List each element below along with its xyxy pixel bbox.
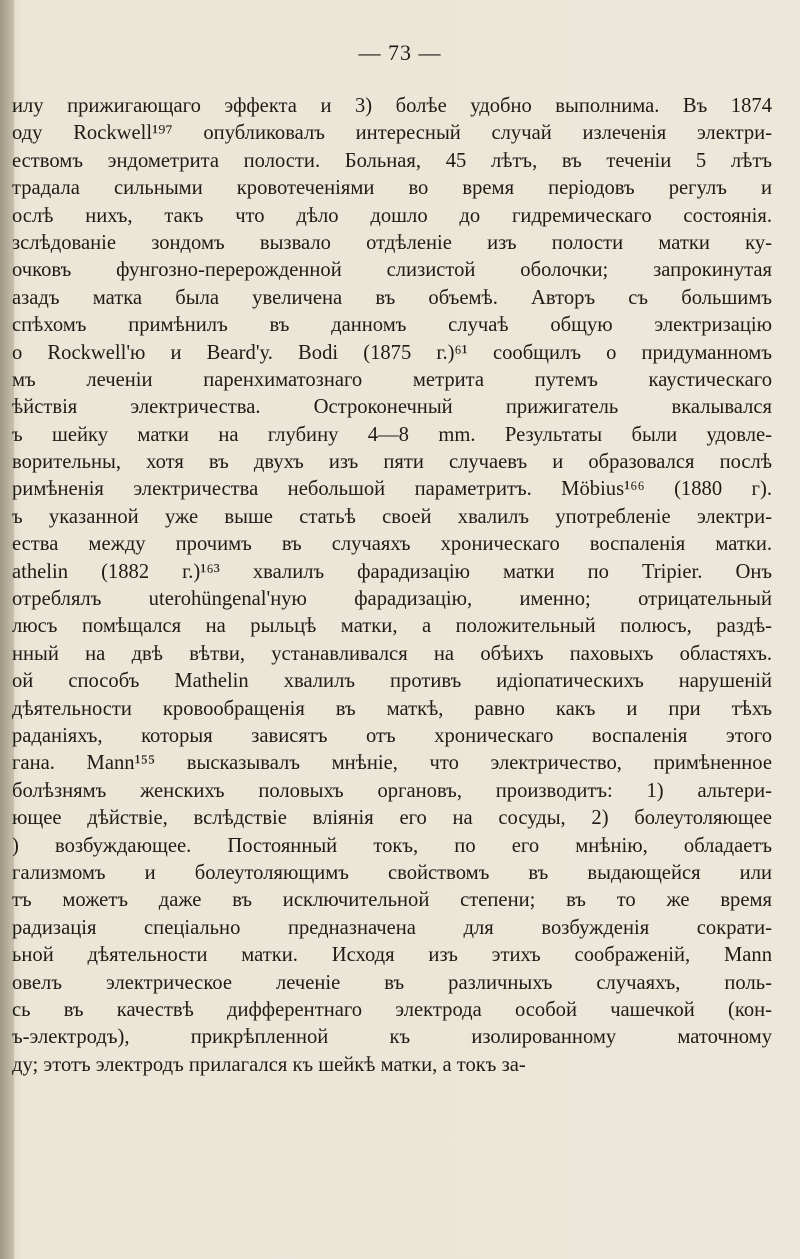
text-line: оду Rockwell¹⁹⁷ опубликовалъ интересный случай излеченія электри- [12,122,772,145]
text-line: ьной дѣятельности матки. Исходя изъ этихъ соображеній, Mann [12,944,772,967]
text-line: ъ указанной уже выше статьѣ своей хвалилъ употребленіе электри- [12,505,772,528]
text-line: ющее дѣйствіе, вслѣдствіе вліянія его на сосуды, 2) болеутоляющее [12,807,772,830]
text-line: раданіяхъ, которыя зависятъ отъ хроническаго воспаленія этого [12,724,772,747]
text-line: азадъ матка была увеличена въ объемѣ. Авторъ съ большимъ [12,286,772,309]
text-line: ду; этотъ электродъ прилагался къ шейкѣ матки, а токъ за- [12,1053,526,1076]
text-line: спѣхомъ примѣнилъ въ данномъ случаѣ общую электризацію [12,314,772,337]
text-line: ъ-электродъ), прикрѣпленной къ изолированному маточному [12,1026,772,1049]
text-line: athelin (1882 г.)¹⁶³ хвалилъ фарадизацію матки по Tripier. Онъ [12,560,772,583]
text-line: болѣзнямъ женскихъ половыхъ органовъ, производитъ: 1) альтери- [12,779,772,802]
text-line: зслѣдованіе зондомъ вызвало отдѣленіе изъ полости матки ку- [12,231,772,254]
text-line: римѣненія электричества небольшой параметритъ. Möbius¹⁶⁶ (1880 г). [12,478,772,501]
text-line: нный на двѣ вѣтви, устанавливался на обѣихъ паховыхъ областяхъ. [12,642,772,665]
text-line: ) возбуждающее. Постоянный токъ, по его мнѣнію, обладаетъ [12,834,772,857]
text-line: мъ леченіи паренхиматознаго метрита путемъ каустическаго [12,368,772,391]
text-line: ой способъ Mathelin хвалилъ противъ идіопатическихъ нарушеній [12,670,772,693]
text-line: ествомъ эндометрита полости. Больная, 45 лѣтъ, въ теченіи 5 лѣтъ [12,149,772,172]
text-line: ъ шейку матки на глубину 4—8 mm. Результаты были удовле- [12,423,772,446]
text-line: ѣйствія электричества. Остроконечный прижигатель вкалывался [12,396,772,419]
text-line: сь въ качествѣ дифферентнаго электрода особой чашечкой (кон- [12,998,772,1021]
text-line: очковъ фунгозно-перерожденной слизистой оболочки; запрокинутая [12,259,772,282]
page-number-header: — 73 — [358,40,442,65]
text-line: ворительны, хотя въ двухъ изъ пяти случаевъ и образовался послѣ [12,451,772,474]
body-text [12,93,772,1079]
text-line: гана. Mann¹⁵⁵ высказывалъ мнѣніе, что электричество, примѣненное [12,752,772,775]
text-line: отреблялъ uterohüngenal'ную фарадизацію, именно; отрицательный [12,588,772,611]
text-line: ества между прочимъ въ случаяхъ хроническаго воспаленія матки. [12,533,772,556]
text-line: люсъ помѣщался на рыльцѣ матки, а положительный полюсъ, раздѣ- [12,615,772,638]
text-line: овелъ электрическое леченіе въ различныхъ случаяхъ, поль- [12,971,772,994]
text-line: традала сильными кровотеченіями во время періодовъ регулъ и [12,177,772,200]
text-line: дѣятельности кровообращенія въ маткѣ, равно какъ и при тѣхъ [12,697,772,720]
text-line: илу прижигающаго эффекта и 3) болѣе удобно выполнима. Въ 1874 [12,95,772,117]
text-line: ослѣ нихъ, такъ что дѣло дошло до гидремическаго состоянія. [12,204,772,227]
text-line: о Rockwell'ю и Beard'у. Bodi (1875 г.)⁶¹ сообщилъ о придуманномъ [12,341,772,364]
text-line: тъ можетъ даже въ исключительной степени; въ то же время [12,889,772,912]
text-line: гализмомъ и болеутоляющимъ свойствомъ въ выдающейся или [12,861,772,884]
text-line: радизація спеціально предназначена для возбужденія сократи- [12,916,772,939]
